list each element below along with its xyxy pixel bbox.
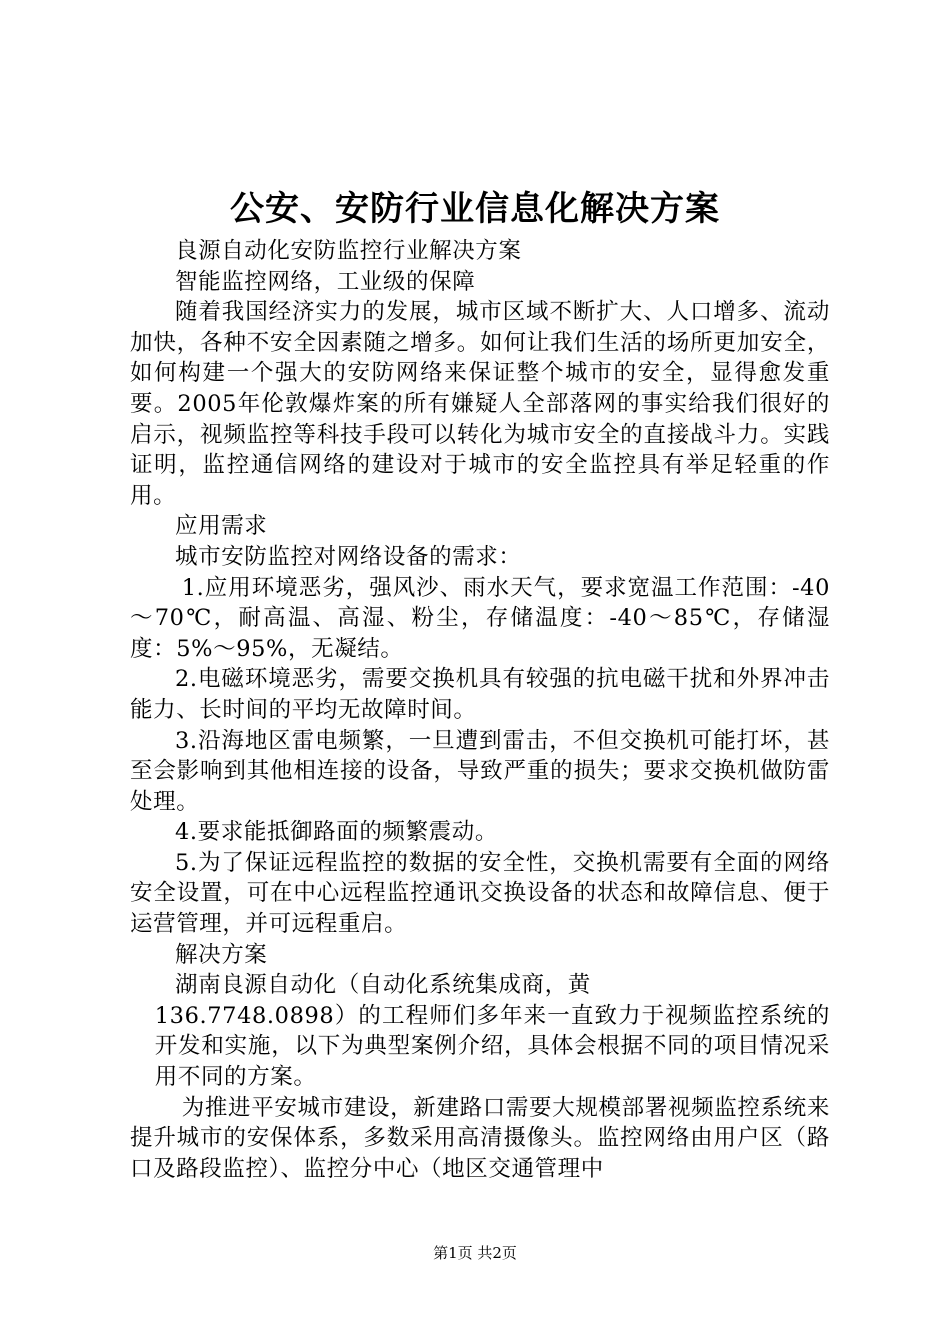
paragraph-company-body: 136.7748.0898）的工程师们多年来一直致力于视频监控系统的开发和实施，以下为典型案例介绍，具体会根据不同的项目情况采用不同的方案。 bbox=[154, 1002, 830, 1091]
document-title: 公安、安防行业信息化解决方案 bbox=[230, 189, 720, 229]
paragraph-subtitle-1: 良源自动化安防监控行业解决方案 bbox=[175, 238, 522, 264]
paragraph-subtitle-2: 智能监控网络，工业级的保障 bbox=[175, 268, 476, 295]
page-footer: 第1页 共2页 bbox=[433, 1244, 517, 1262]
requirement-item-5: 5.为了保证远程监控的数据的安全性，交换机需要有全面的网络安全设置，可在中心远程监控通讯交换设备的状态和故障信息、便于运营管理，并可远程重启。 bbox=[130, 849, 830, 938]
requirement-item-1: 1.应用环境恶劣，强风沙、雨水天气，要求宽温工作范围：-40～70℃，耐高温、高湿、粉尘，存储温度：-40～85℃，存储湿度：5%～95%，无凝结。 bbox=[130, 574, 830, 662]
paragraph-intro: 随着我国经济实力的发展，城市区域不断扩大、人口增多、流动加快，各种不安全因素随之增多。如何让我们生活的场所更加安全，如何构建一个强大的安防网络来保证整个城市的安全，显得愈发重要。2005年伦敦爆炸案的所有嫌疑人全部落网的事实给我们很好的启示，视频监控等科技手段可以转化为城市安全的直接战斗力。实践证明，监控通信网络的建设对于城市的安全监控具有举足轻重的作用。 bbox=[130, 299, 830, 509]
section-heading-solution: 解决方案 bbox=[175, 941, 268, 968]
requirement-item-2: 2.电磁环境恶劣，需要交换机具有较强的抗电磁干扰和外界冲击能力、长时间的平均无故障时间。 bbox=[130, 666, 830, 723]
document-body bbox=[130, 236, 830, 1184]
requirement-item-3: 3.沿海地区雷电频繁，一旦遭到雷击，不但交换机可能打坏，甚至会影响到其他相连接的设备，导致严重的损失；要求交换机做防雷处理。 bbox=[130, 727, 830, 815]
paragraph-company-line: 湖南良源自动化（自动化系统集成商，黄 bbox=[175, 972, 591, 999]
paragraph-requirements-lead: 城市安防监控对网络设备的需求： bbox=[175, 543, 522, 570]
section-heading-requirements: 应用需求 bbox=[175, 513, 268, 540]
requirement-item-4: 4.要求能抵御路面的频繁震动。 bbox=[175, 819, 498, 846]
paragraph-case-intro: 为推进平安城市建设，新建路口需要大规模部署视频监控系统来提升城市的安保体系，多数采用高清摄像头。监控网络由用户区（路口及路段监控）、监控分中心（地区交通管理中 bbox=[130, 1094, 830, 1182]
